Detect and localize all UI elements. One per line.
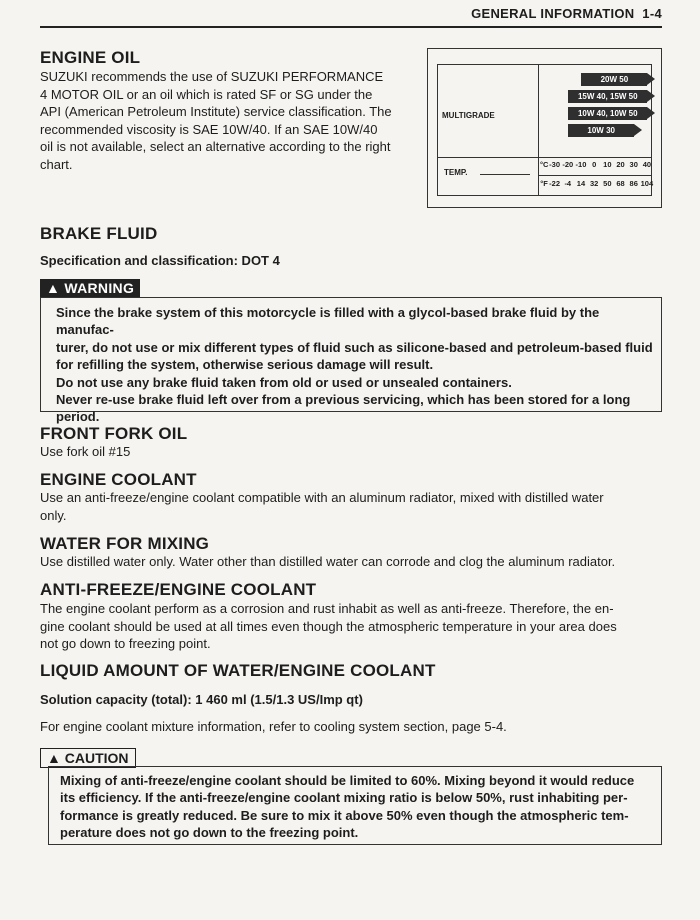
warning-line: for refilling the system, otherwise serious damage will result.	[56, 357, 434, 373]
chart-divider	[438, 157, 651, 158]
front-fork-heading: FRONT FORK OIL	[40, 424, 188, 443]
celsius-unit: °C	[540, 160, 549, 169]
warning-text	[56, 304, 656, 426]
caution-line: Mixing of anti-freeze/engine coolant should be limited to 60%. Mixing beyond it would reduce	[60, 773, 635, 788]
caution-line: perature does not go down to the freezing point.	[60, 825, 359, 841]
engine-oil-heading: ENGINE OIL	[40, 48, 141, 67]
caution-box	[48, 766, 662, 845]
warning-box	[40, 297, 662, 425]
temp-arrow-line	[480, 174, 530, 175]
engine-oil-line: recommended viscosity is SAE 10W/40. If an SAE 10W/40	[40, 121, 378, 137]
chart-divider	[538, 175, 652, 176]
warning-line: period.	[56, 409, 100, 425]
tick-label: 68	[616, 179, 625, 188]
warning-label	[40, 279, 140, 297]
tick-label: -10	[575, 160, 587, 169]
engine-oil-line: SUZUKI recommends the use of SUZUKI PERFORMANCE	[40, 69, 384, 84]
engine-coolant-heading: ENGINE COOLANT	[40, 470, 197, 489]
warning-label-text: WARNING	[64, 280, 135, 296]
caution-triangle-icon: ▲	[47, 750, 61, 766]
temp-label: TEMP.	[444, 168, 468, 177]
brake-fluid-heading: BRAKE FLUID	[40, 224, 158, 243]
fahrenheit-unit: °F	[540, 179, 548, 188]
celsius-ticks	[540, 160, 654, 169]
viscosity-bar: 15W 40, 15W 50	[568, 90, 647, 103]
antifreeze-line: The engine coolant perform as a corrosion and rust inhabit as well as anti-freeze. Therefore, the en-	[40, 601, 614, 616]
engine-oil-text	[40, 68, 420, 173]
header-page-number: 1-4	[642, 6, 662, 21]
tick-label: 32	[589, 179, 599, 188]
warning-line: Since the brake system of this motorcycle is filled with a glycol-based brake fluid by the manufac-	[56, 305, 600, 338]
front-fork-text: Use fork oil #15	[40, 444, 131, 459]
caution-line: its efficiency. If the anti-freeze/engine coolant mixing ratio is below 50%, rust inhabiting per-	[60, 790, 628, 806]
tick-label: 50	[603, 179, 612, 188]
liquid-note: For engine coolant mixture information, refer to cooling system section, page 5-4.	[40, 719, 507, 734]
tick-label: 40	[642, 160, 652, 169]
page-header	[471, 6, 662, 21]
chart-divider	[538, 65, 539, 157]
caution-line: formance is greatly reduced. Be sure to mix it above 50% even though the atmospheric tem-	[60, 807, 629, 823]
caution-label	[40, 748, 136, 768]
engine-oil-line: oil is not available, select an alternative according to the right	[40, 139, 391, 154]
fahrenheit-ticks	[540, 179, 654, 188]
tick-label: -22	[549, 179, 561, 188]
warning-triangle-icon: ▲	[46, 280, 61, 296]
brake-fluid-spec: Specification and classification: DOT 4	[40, 253, 280, 268]
chart-divider	[538, 157, 539, 195]
warning-line: Never re-use brake fluid left over from a previous servicing, which has been stored for a long	[56, 392, 631, 408]
tick-label: 14	[576, 179, 586, 188]
engine-coolant-line: only.	[40, 507, 67, 523]
tick-label: 0	[592, 160, 597, 169]
tick-label: -30	[549, 160, 561, 169]
viscosity-bar: 20W 50	[581, 73, 647, 86]
multigrade-label: MULTIGRADE	[442, 111, 495, 120]
antifreeze-text	[40, 600, 670, 653]
engine-oil-line: 4 MOTOR OIL or an oil which is rated SF or SG under the	[40, 86, 373, 102]
tick-label: -4	[564, 179, 572, 188]
chart-frame	[437, 64, 652, 196]
antifreeze-heading: ANTI-FREEZE/ENGINE COOLANT	[40, 580, 317, 599]
tick-label: 86	[629, 179, 638, 188]
tick-label: 104	[640, 179, 654, 188]
header-rule	[40, 26, 662, 28]
tick-label: 20	[616, 160, 625, 169]
liquid-capacity: Solution capacity (total): 1 460 ml (1.5/1.3 US/Imp qt)	[40, 692, 363, 707]
viscosity-bar: 10W 30	[568, 124, 634, 137]
viscosity-chart	[427, 48, 662, 208]
engine-coolant-line: Use an anti-freeze/engine coolant compatible with an aluminum radiator, mixed with distilled water	[40, 490, 604, 505]
warning-line: turer, do not use or mix different types of fluid such as silicone-based and petroleum-based fluid	[56, 339, 653, 355]
liquid-amount-heading: LIQUID AMOUNT OF WATER/ENGINE COOLANT	[40, 661, 436, 680]
tick-label: 10	[603, 160, 612, 169]
caution-text	[60, 772, 660, 842]
engine-oil-line: chart.	[40, 156, 73, 172]
antifreeze-line: not go down to freezing point.	[40, 636, 211, 651]
engine-coolant-text	[40, 489, 670, 524]
tick-label: -20	[562, 160, 574, 169]
warning-line: Do not use any brake fluid taken from old or used or unsealed containers.	[56, 374, 512, 390]
antifreeze-line: gine coolant should be used at all times even though the atmospheric temperature in your area does	[40, 618, 617, 634]
water-mixing-text: Use distilled water only. Water other than distilled water can corrode and clog the aluminum radiator.	[40, 554, 616, 569]
viscosity-bar: 10W 40, 10W 50	[568, 107, 647, 120]
caution-label-text: CAUTION	[64, 750, 129, 766]
tick-label: 30	[629, 160, 638, 169]
water-mixing-heading: WATER FOR MIXING	[40, 534, 210, 553]
header-title: GENERAL INFORMATION	[471, 6, 635, 21]
engine-oil-line: API (American Petroleum Institute) service classification. The	[40, 104, 392, 119]
